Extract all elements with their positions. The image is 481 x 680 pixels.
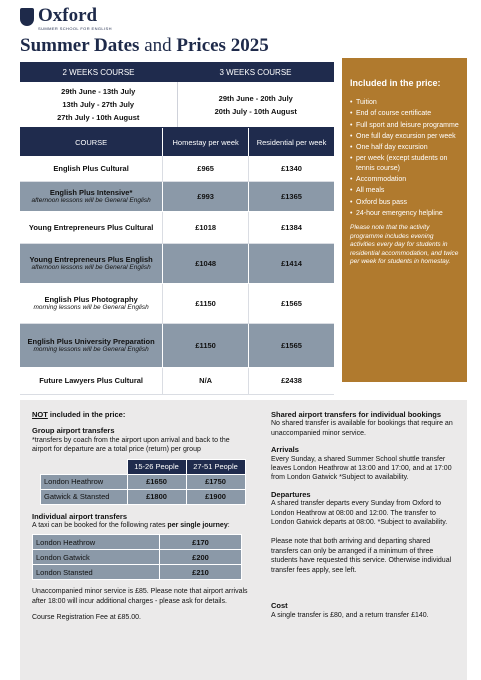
- col-homestay: Homestay per week: [163, 128, 249, 156]
- airport-label: London Heathrow: [33, 535, 160, 550]
- airport-label: London Heathrow: [41, 474, 128, 489]
- table-row: [20, 367, 334, 394]
- shared-note: Please note that both arriving and departing shared transfers can only be arranged if a minimum of three students have requested this service. Otherwise individual transfer fees apply, see left.: [271, 538, 452, 574]
- table-row: [20, 323, 334, 367]
- registration-fee: Course Registration Fee at £85.00.: [32, 614, 141, 622]
- departures-text: A shared transfer departs every Sunday from Oxford to London Heathrow at 08:00 and 12:00. The transfer to London Gatwick departs at 08:00. *Subject to availability.: [271, 500, 448, 527]
- table-row: [41, 474, 246, 489]
- list-item: • One full day excursion per week: [350, 132, 459, 141]
- course-name: Young Entrepreneurs Plus Cultural: [20, 211, 163, 243]
- table-row: [20, 181, 334, 211]
- date-range: 29th June - 13th July: [61, 87, 136, 96]
- minor-service-text: Unaccompanied minor service is £85. Please note that airport arrivals after 18:00 will incur additional charges - please ask for details.: [32, 588, 248, 605]
- table-row: [33, 565, 242, 580]
- course-name: English Plus Photography morning lessons will be General English: [20, 283, 163, 323]
- homestay-price: £1150: [163, 283, 249, 323]
- table-row: [20, 211, 334, 243]
- residential-price: £1340: [249, 156, 334, 181]
- residential-price: £2438: [249, 367, 334, 394]
- arrivals-title: Arrivals: [271, 445, 299, 455]
- price: £1800: [127, 489, 186, 504]
- list-item: • Oxford bus pass: [350, 198, 459, 207]
- list-item: • End of course certificate: [350, 109, 459, 118]
- extras-panel: [20, 400, 467, 680]
- table-row: [20, 156, 334, 181]
- homestay-price: N/A: [163, 367, 249, 394]
- col-residential: Residential per week: [249, 128, 334, 156]
- included-panel: [342, 58, 467, 382]
- airport-label: Gatwick & Stansted: [41, 489, 128, 504]
- shared-intro: No shared transfer is available for bookings that require an unaccompanied minor service.: [271, 420, 453, 437]
- list-item: • All meals: [350, 186, 459, 195]
- homestay-price: £1048: [163, 243, 249, 283]
- not-included-column: [32, 410, 250, 623]
- group-transfers-table: [40, 459, 246, 505]
- dates-header-2weeks: 2 WEEKS COURSE: [20, 62, 177, 82]
- table-row: [41, 489, 246, 504]
- homestay-price: £1150: [163, 323, 249, 367]
- dates-2weeks: [20, 82, 177, 128]
- residential-price: £1414: [249, 243, 334, 283]
- price: £1900: [186, 489, 245, 504]
- title-part2: Prices 2025: [176, 35, 269, 56]
- group-transfers-title: Group airport transfers: [32, 426, 115, 436]
- airport-label: London Stansted: [33, 565, 160, 580]
- table-row: [20, 243, 334, 283]
- title-part1: Summer Dates: [20, 35, 140, 56]
- date-range: 29th June - 20th July: [218, 93, 293, 103]
- dates-table: [20, 62, 334, 128]
- table-row: [20, 283, 334, 323]
- dates-header-3weeks: 3 WEEKS COURSE: [177, 62, 334, 82]
- date-range: 20th July - 10th August: [214, 106, 297, 116]
- departures-title: Departures: [271, 489, 311, 499]
- homestay-price: £1018: [163, 211, 249, 243]
- not-included-title: NOT included in the price:: [32, 410, 126, 419]
- col-15-26: 15-26 People: [127, 459, 186, 474]
- residential-price: £1565: [249, 323, 334, 367]
- homestay-price: £993: [163, 181, 249, 211]
- list-item: • Accommodation: [350, 175, 459, 184]
- table-row: [33, 550, 242, 565]
- list-item: • per week (except students on tennis course): [350, 154, 459, 173]
- price: £200: [160, 550, 242, 565]
- group-transfers-text: *transfers by coach from the airport upon arrival and back to the airport for departure are a total price (return) per group: [32, 436, 230, 454]
- list-item: • Tuition: [350, 98, 459, 107]
- col-27-51: 27-51 People: [186, 459, 245, 474]
- price: £210: [160, 565, 242, 580]
- included-note: Please note that the activity programme includes evening activities every day for students in residential accommodation, and twice per week for students in homestay.: [350, 224, 459, 266]
- course-name: Future Lawyers Plus Cultural: [20, 367, 163, 394]
- price: £170: [160, 535, 242, 550]
- brand-sub: SUMMER SCHOOL FOR ENGLISH: [38, 26, 112, 31]
- price: £1650: [127, 474, 186, 489]
- date-range: 27th July - 10th August: [57, 113, 140, 122]
- individual-transfers-text: A taxi can be booked for the following rates per single journey:: [32, 522, 230, 530]
- included-title: Included in the price:: [350, 78, 441, 88]
- shared-title: Shared airport transfers for individual bookings: [271, 410, 442, 419]
- cost-text: A single transfer is £80, and a return transfer £140.: [271, 611, 429, 619]
- individual-transfers-title: Individual airport transfers: [32, 511, 128, 521]
- course-name: English Plus Cultural: [20, 156, 163, 181]
- crest-icon: [20, 8, 34, 26]
- price: £1750: [186, 474, 245, 489]
- oxford-logo: [20, 6, 112, 31]
- list-item: • Full sport and leisure programme: [350, 121, 459, 130]
- residential-price: £1365: [249, 181, 334, 211]
- course-name: English Plus University Preparation morning lessons will be General English: [20, 323, 163, 367]
- homestay-price: £965: [163, 156, 249, 181]
- residential-price: £1565: [249, 283, 334, 323]
- col-course: COURSE: [20, 128, 163, 156]
- title-and: and: [139, 35, 177, 56]
- cost-title: Cost: [271, 601, 288, 611]
- prices-table: [20, 128, 334, 395]
- list-item: • One half day excursion: [350, 143, 459, 152]
- date-range: 13th July - 27th July: [62, 100, 135, 109]
- included-list: [350, 98, 459, 218]
- individual-transfers-table: [32, 534, 242, 580]
- dates-3weeks: [177, 82, 334, 128]
- page-title: [20, 35, 269, 57]
- brand-name: Oxford: [38, 5, 98, 26]
- course-name: Young Entrepreneurs Plus English afternoon lessons will be General English: [20, 243, 163, 283]
- residential-price: £1384: [249, 211, 334, 243]
- shared-column: [271, 410, 457, 620]
- list-item: • 24-hour emergency helpline: [350, 209, 459, 218]
- arrivals-text: Every Sunday, a shared Summer School shuttle transfer leaves London Heathrow at 13:00 and 17:00, and at 17:00 from London Gatwick *Subject to availability.: [271, 455, 452, 482]
- airport-label: London Gatwick: [33, 550, 160, 565]
- course-name: English Plus Intensive* afternoon lessons will be General English: [20, 181, 163, 211]
- table-row: [33, 535, 242, 550]
